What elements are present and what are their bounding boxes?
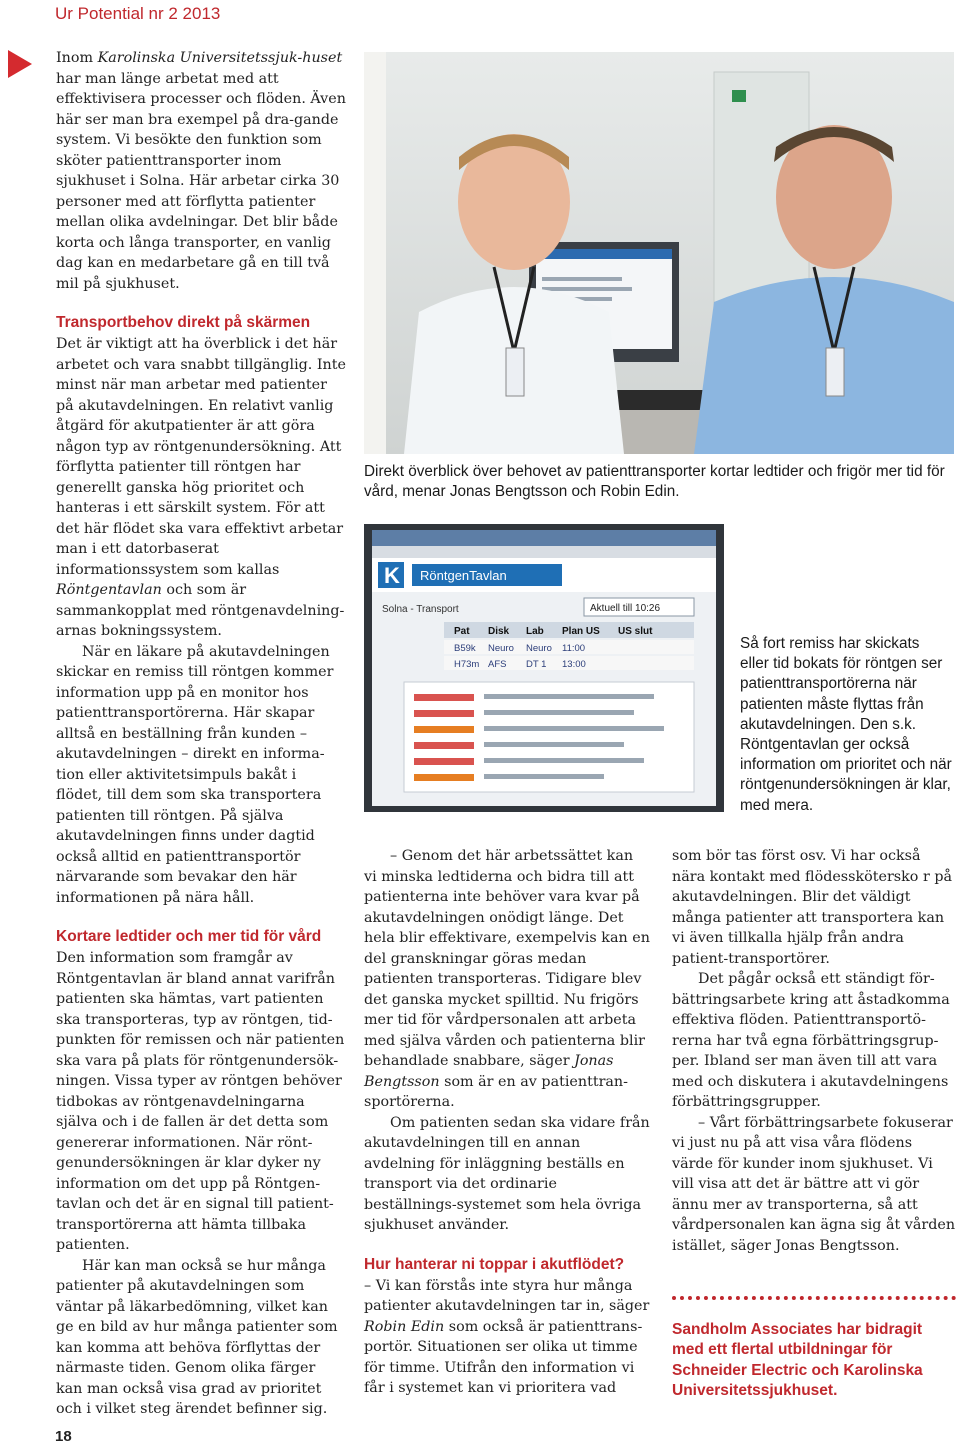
cell: 11:00 bbox=[562, 643, 586, 654]
updated-label: Aktuell till 10:26 bbox=[590, 603, 661, 614]
cell: Neuro bbox=[526, 643, 552, 654]
cell: AFS bbox=[488, 659, 507, 670]
staff-photo-illustration bbox=[364, 52, 954, 454]
cell: B59k bbox=[454, 643, 476, 654]
location-label: Solna - Transport bbox=[382, 604, 459, 615]
photo-caption-staff: Direkt överblick över behovet av patienttransporter kortar ledtider och frigör mer tid för vård, menar Jonas Bengtsson och Robin Edin. bbox=[364, 463, 945, 500]
col-header: Pat bbox=[454, 626, 470, 637]
body-paragraph: Om patienten sedan ska vidare från akutavdelningen till en annan avdelning för inläggning beställs en transport via det ordinarie beställnings-systemet som hela övriga sjukhuset använder. bbox=[364, 1114, 650, 1233]
sandholm-promo-text: Sandholm Associates har bidragit med ett flertal utbildningar för Schneider Electric och Karolinska Universitetssjukhuset. bbox=[672, 1321, 923, 1399]
article-column-3 bbox=[672, 846, 957, 1256]
triangle-marker-icon bbox=[8, 50, 32, 78]
cell: 13:00 bbox=[562, 659, 586, 670]
staff-photo bbox=[364, 52, 954, 454]
body-paragraph: som bör tas först osv. Vi har också nära kontakt med flödesskötersko r på akutavdelningen. Blir det väldigt många patienter att transportera kan vi även tillkalla hjälp från andra patient-transportörer. bbox=[672, 848, 952, 967]
page-number: 18 bbox=[55, 1428, 72, 1445]
subheading-toppar: Hur hanterar ni toppar i akutflödet? bbox=[364, 1255, 625, 1273]
body-paragraph: – Vårt förbättringsarbete fokuserar vi just nu på att visa våra flödens värde för kunder inom sjukhuset. Vi vill visa att det är bättre att vi gör ännu mer av transporterna, så att vårdpersonalen kan ägna sig åt vården istället, säger Jonas Bengtsson. bbox=[672, 1114, 956, 1254]
screen-illustration bbox=[364, 524, 724, 812]
col-header: Plan US bbox=[562, 626, 600, 637]
cell: H73m bbox=[454, 659, 480, 670]
subheading-transportbehov: Transportbehov direkt på skärmen bbox=[56, 314, 311, 331]
dotted-divider bbox=[672, 1296, 956, 1300]
intro-paragraph: Inom Karolinska Universitetssjuk-huset har man länge arbetat med att effektivisera processer och flöden. Även här ser man bra exempel på dra-gande system. Vi besökte den funktion som sköter patienttransporter inom sjukhuset i Solna. Här arbetar cirka 30 personer med att förflytta patienter mellan olika avdelningar. Det blir både korta och långa transporter, en vanlig dag kan en medarbetare gå en till två mil på sjukhuset. bbox=[56, 50, 346, 292]
app-logo-k-icon: K bbox=[384, 563, 400, 588]
app-name: RöntgenTavlan bbox=[420, 568, 507, 583]
subheading-kortare-ledtider: Kortare ledtider och mer tid för vård bbox=[56, 928, 322, 945]
rontgentavlan-screen-photo bbox=[364, 524, 724, 812]
article-column-2 bbox=[364, 846, 650, 1399]
magazine-issue-header: Ur Potential nr 2 2013 bbox=[55, 4, 221, 23]
body-paragraph: Det är viktigt att ha överblick i det här arbetet och vara snabbt tillgänglig. Inte minst när man arbetar med patienter på akutavdelningen. En relativt vanlig åtgärd för akutpatienter är att göra någon typ av röntgenundersökning. Att förflytta patienter till röntgen har generellt ganska hög prioritet och hanteras i ett särskilt system. För att det här flödet ska vara effektivt arbetar man i ett datorbaserat informationssystem som kallas Röntgentavlan och som är sammankopplat med röntgenavdelning-arnas bokningssystem. bbox=[56, 336, 346, 639]
body-paragraph: – Vi kan förstås inte styra hur många patienter akutavdelningen tar in, säger Robin Edin som också är patienttrans-portör. Situationen ser olika ut timme för timme. Utifrån den information vi får i systemet kan vi prioritera vad bbox=[364, 1277, 650, 1396]
body-paragraph: Det pågår också ett ständigt för-bättringsarbete kring att åstadkomma effektiva flöden. Patienttransportö-rerna har två egna förbättringsgrup-per. Ibland ser man även till att vara med och diskutera i akutavdelningens förbättringsgrupper. bbox=[672, 971, 950, 1110]
col-header: Disk bbox=[488, 626, 510, 637]
article-column-1 bbox=[56, 48, 346, 1420]
cell: Neuro bbox=[488, 643, 514, 654]
col-header: Lab bbox=[526, 626, 544, 637]
col-header: US slut bbox=[618, 626, 653, 637]
body-paragraph: Här kan man också se hur många patienter på akutavdelningen som väntar på läkarbedömning, vilket kan ge en bild av hur många patienter som kan komma att behöva förflyttas der närmaste tiden. Genom olika färger kan man också visa grad av prioritet och i vilket steg ärendet befinner sig. bbox=[56, 1257, 338, 1417]
body-paragraph: När en läkare på akutavdelningen skickar en remiss till röntgen kommer information upp på en monitor hos patienttransportörerna. Här skapar alltså en beställning från kunden – akutavdelningen – direkt en informa-tion eller aktivitetsimpuls bakåt i flödet, till dem som ska transportera patienten till röntgen. På själva akutavdelningen finns under dagtid också alltid en patienttransportör närvarande som bevakar den här informationen på nära håll. bbox=[56, 643, 334, 906]
photo-caption-screen: Så fort remiss har skickats eller tid bokats för röntgen ser patienttransportörerna när patienten måste flyttas från akutavdelningen. Den s.k. Röntgentavlan ger också information om prioritet och när röntgenundersökningen är klar, med mera. bbox=[740, 635, 952, 814]
body-paragraph: Den information som framgår av Röntgentavlan är bland annat varifrån patienten ska hämtas, vart patienten ska transporteras, typ av röntgen, tid-punkten för remissen och när patienten ska vara på plats för röntgenundersök-ningen. Vissa typer av röntgen behöver tidbokas av röntgenavdelningarna själva och i de fallen är det detta som genererar informationen. När rönt-genundersökningen är klar dyker ny information om det upp på Röntgen-tavlan och det är en signal till patient-transportörerna att hämta tillbaka patienten. bbox=[56, 950, 345, 1253]
cell: DT 1 bbox=[526, 659, 547, 670]
body-paragraph: – Genom det här arbetssättet kan vi minska ledtiderna och bidra till att patienterna inte behöver vara kvar på akutavdelningen onödigt länge. Det hela blir effektivare, exempelvis kan en del granskningar göras medan patienten transporteras. Tidigare blev det ganska mycket spilltid. Nu frigörs mer tid för vårdpersonalen att arbeta med själva vården och patienterna blir behandlade snabbare, säger Jonas Bengtsson som är en av patienttran-sportörerna. bbox=[364, 848, 650, 1110]
